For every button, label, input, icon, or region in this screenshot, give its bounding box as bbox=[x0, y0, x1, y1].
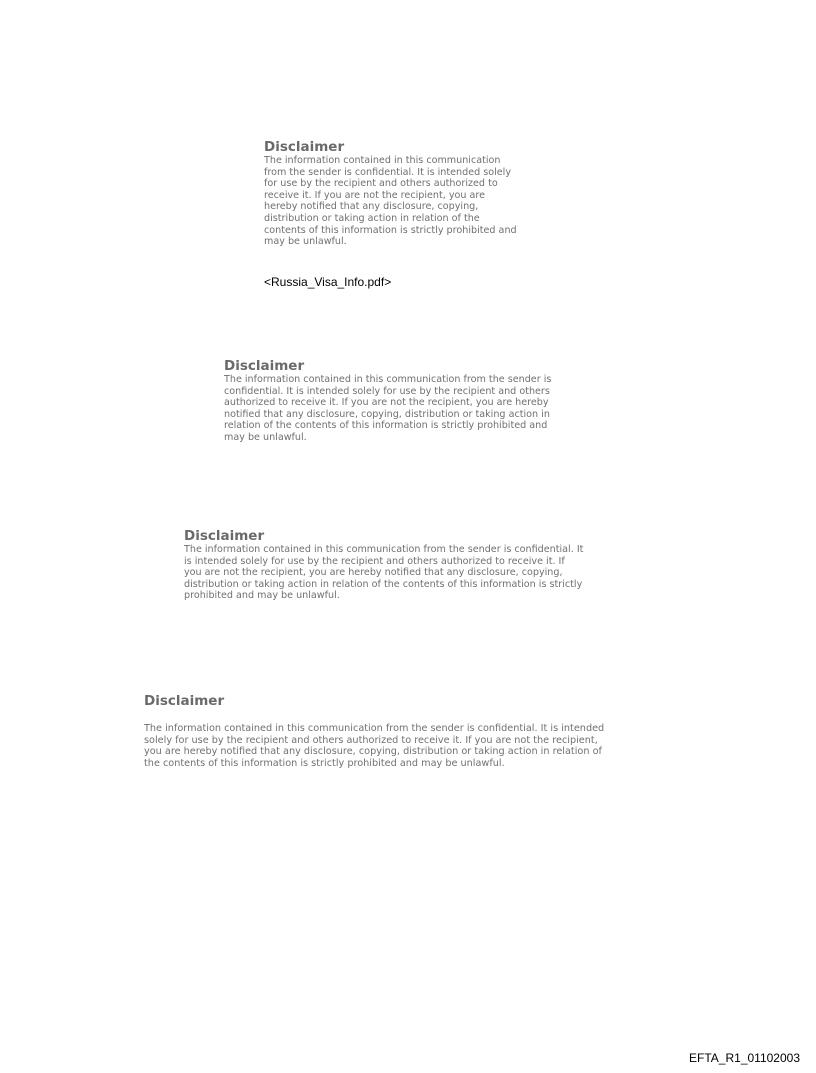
disclaimer-line: distribution or taking action in relation of the bbox=[264, 212, 480, 224]
disclaimer-heading: Disclaimer bbox=[224, 358, 305, 374]
disclaimer-line: The information contained in this communication from the sender is confidential. It is intended bbox=[144, 723, 605, 734]
disclaimer-line: may be unlawful. bbox=[224, 431, 307, 443]
disclaimer-line: distribution or taking action in relation of the contents of this information is strictly bbox=[184, 578, 583, 590]
attachment-filename: <Russia_Visa_Info.pdf> bbox=[264, 275, 392, 289]
document-id: EFTA_R1_01102003 bbox=[689, 1051, 800, 1065]
disclaimer-line: the contents of this information is strictly prohibited and may be unlawful. bbox=[144, 757, 505, 769]
disclaimer-line: The information contained in this communication bbox=[264, 155, 501, 166]
disclaimer-line: relation of the contents of this information is strictly prohibited and bbox=[224, 420, 548, 432]
disclaimer-line: authorized to receive it. If you are not the recipient, you are hereby bbox=[224, 397, 549, 409]
disclaimer-line: The information contained in this communication from the sender is confidential. It bbox=[184, 544, 584, 555]
disclaimer-line: solely for use by the recipient and others authorized to receive it. If you are not the recipient, bbox=[144, 734, 598, 746]
disclaimer-line: is intended solely for use by the recipient and others authorized to receive it. If bbox=[184, 555, 565, 567]
disclaimer-heading: Disclaimer bbox=[184, 528, 265, 544]
disclaimer-line: notified that any disclosure, copying, distribution or taking action in bbox=[224, 408, 550, 420]
disclaimer-line: contents of this information is strictly prohibited and bbox=[264, 224, 517, 236]
disclaimer-heading: Disclaimer bbox=[144, 693, 225, 709]
disclaimer-line: The information contained in this communication from the sender is bbox=[224, 374, 552, 385]
disclaimer-line: confidential. It is intended solely for use by the recipient and others bbox=[224, 385, 550, 397]
disclaimer-line: receive it. If you are not the recipient, you are bbox=[264, 189, 486, 201]
disclaimer-line: you are not the recipient, you are hereby notified that any disclosure, copying, bbox=[184, 567, 563, 579]
disclaimer-line: you are hereby notified that any disclosure, copying, distribution or taking action in relation of bbox=[144, 746, 602, 758]
disclaimer-block-4 bbox=[144, 693, 660, 769]
disclaimer-line: from the sender is confidential. It is intended solely bbox=[264, 166, 512, 178]
disclaimer-line: hereby notified that any disclosure, copying, bbox=[264, 201, 479, 213]
disclaimer-line: may be unlawful. bbox=[264, 236, 347, 248]
disclaimer-block-1 bbox=[264, 139, 554, 248]
disclaimer-block-3 bbox=[184, 528, 636, 602]
disclaimer-line: prohibited and may be unlawful. bbox=[184, 590, 340, 602]
disclaimer-line: for use by the recipient and others authorized to bbox=[264, 178, 498, 190]
disclaimer-block-2 bbox=[224, 358, 596, 444]
disclaimer-heading: Disclaimer bbox=[264, 139, 345, 155]
